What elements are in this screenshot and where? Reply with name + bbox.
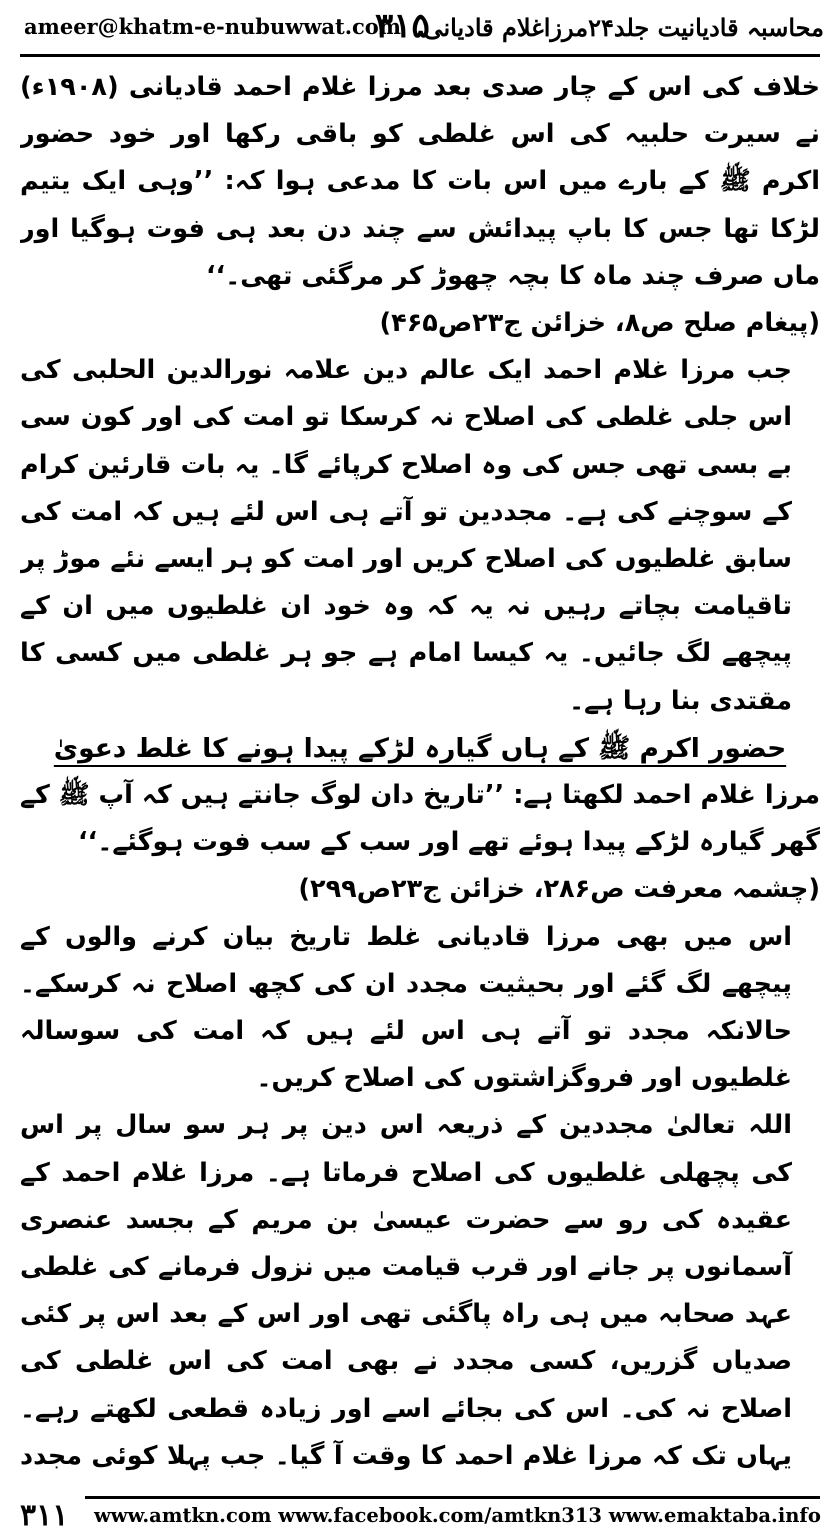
paragraph-4: اس میں بھی مرزا قادیانی غلط تاریخ بیان کرنے والوں کے پیچھے لگ گئے اور بحیثیت مجدد ان کی کچھ اصلاح نہ کرسکے۔ حالانکہ مجدد تو آتے ہی اس لئے ہیں کہ امت کی سوسالہ غلطیوں اور فروگزاشتوں کی اصلاح کریں۔: [20, 921, 792, 1094]
footer-page-number: ۳۱۱: [20, 1498, 69, 1533]
citation-1: (پیغام صلح ص۸، خزائن ج۲۳ص۴۶۵): [379, 308, 820, 339]
paragraph-2: جب مرزا غلام احمد ایک عالم دین علامہ نورالدین الحلبی کی اس جلی غلطی کی اصلاح نہ کرسکا تو امت کی اور کون سی بے بسی تھی جس کی وہ اصلاح کرپائے گا۔ یہ بات قارئین کرام کے سوچنے کی ہے۔ مجددین تو آتے ہی اس لئے ہیں کہ امت کی سابق غلطیوں کی اصلاح کریں اور امت کو ہر ایسے نئے موڑ پر تاقیامت بچاتے رہیں نہ یہ کہ وہ خود ان غلطیوں میں ان کے پیچھے لگ جائیں۔ یہ کیسا امام ہے جو ہر غلطی میں کسی کا مقتدی بنا رہا ہے۔: [20, 355, 792, 716]
citation-1-row: [20, 300, 820, 347]
section-heading: حضور اکرم ﷺ کے ہاں گیارہ لڑکے پیدا ہونے کا غلط دعویٰ: [53, 732, 787, 764]
header-page-number: ۳۱۵: [375, 6, 430, 46]
header-book-title: محاسبہ قادیانیت جلد۲۴مرزاغلام قادیانی: [423, 13, 824, 42]
citation-2-row: [20, 866, 820, 913]
paragraph-5: اللہ تعالیٰ مجددین کے ذریعہ اس دین پر ہر سو سال پر اس کی پچھلی غلطیوں کی اصلاح فرماتا ہے۔ مرزا غلام احمد کے عقیدہ کی رو سے حضرت عیسیٰ بن مریم کے بجسد عنصری آسمانوں پر جانے اور قرب قیامت میں نزول فرمانے کی غلطی عہد صحابہ میں ہی راہ پاگئی تھی اور اس کے بعد اس پر کئی صدیاں گزریں، کسی مجدد نے بھی امت کی اس غلطی کی اصلاح نہ کی۔ اس کی بجائے اسے اور زیادہ قطعی لکھتے رہے۔ یہاں تک کہ مرزا غلام احمد کا وقت آ گیا۔ جب پہلا کوئی مجدد: [20, 1110, 792, 1471]
page-footer: [10, 1496, 830, 1536]
page-header: [10, 6, 830, 52]
paragraph-3: مرزا غلام احمد لکھتا ہے: ’’تاریخ دان لوگ جانتے ہیں کہ آپ ﷺ کے گھر گیارہ لڑکے پیدا ہوئے تھے اور سب کے سب فوت ہوگئے۔‘‘: [20, 780, 820, 858]
header-email: ameer@khatm-e-nubuwwat.com: [24, 14, 402, 39]
header-divider: [20, 54, 820, 57]
footer-divider: [85, 1496, 820, 1499]
page-body: [20, 64, 820, 1472]
paragraph-1: خلاف کی اس کے چار صدی بعد مرزا غلام احمد قادیانی (۱۹۰۸ء) نے سیرت حلبیہ کی اس غلطی کو باقی رکھا اور خود حضور اکرم ﷺ کے بارے میں اس بات کا مدعی ہوا کہ: ’’وہی ایک یتیم لڑکا تھا جس کا باپ پیدائش سے چند دن بعد ہی فوت ہوگیا اور ماں صرف چند ماہ کا بچہ چھوڑ کر مرگئی تھی۔‘‘: [20, 72, 820, 291]
footer-urls: www.amtkn.com www.facebook.com/amtkn313 www.emaktaba.info: [94, 1504, 821, 1527]
citation-2: (چشمہ معرفت ص۲۸۶، خزائن ج۲۳ص۲۹۹): [298, 874, 820, 905]
